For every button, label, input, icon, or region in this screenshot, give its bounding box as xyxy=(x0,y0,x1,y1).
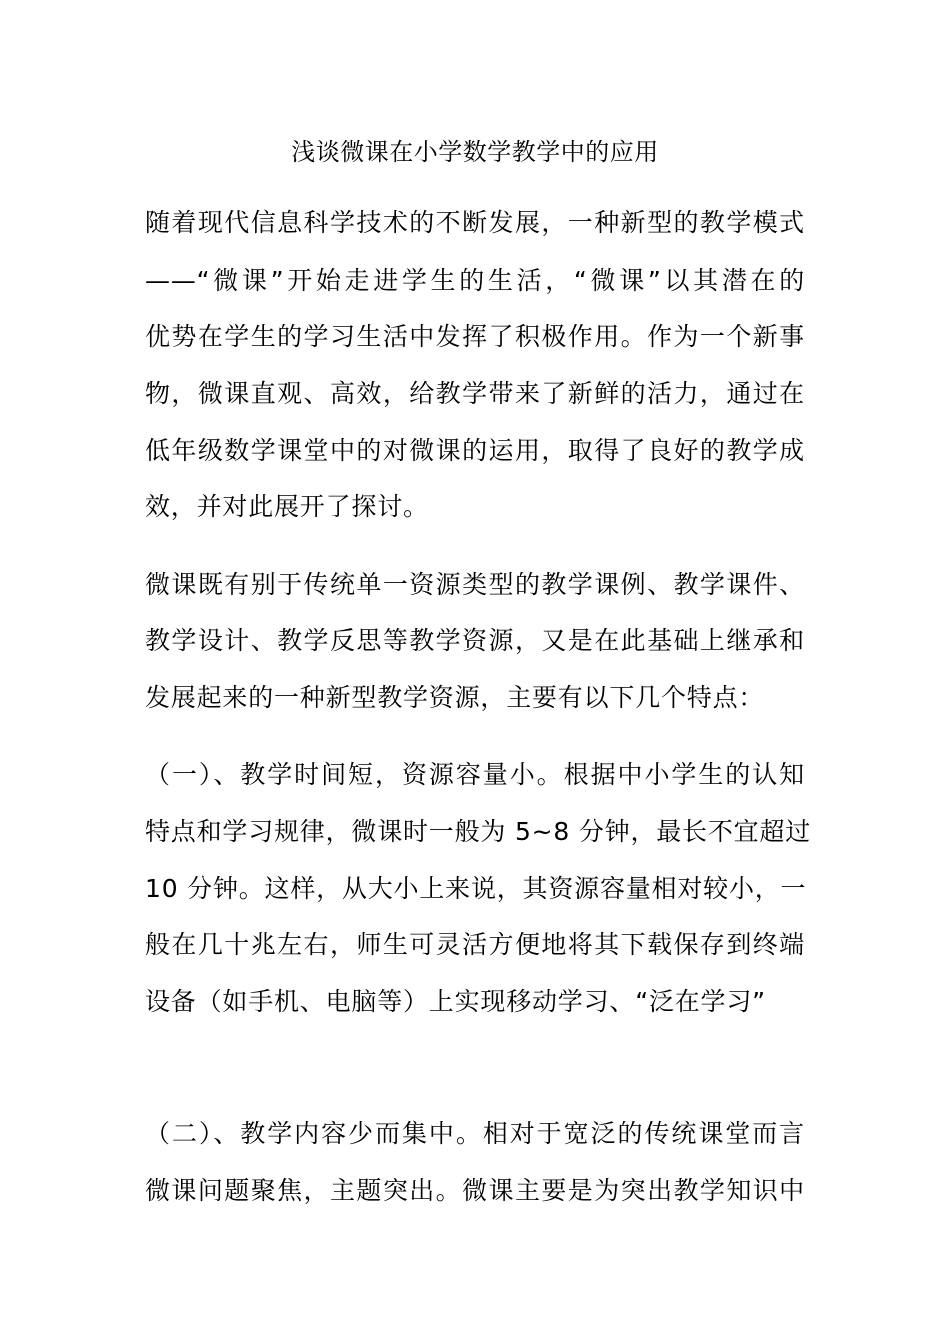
paragraph-line: 随着现代信息科学技术的不断发展，一种新型的教学模式 xyxy=(145,208,805,237)
paragraph-line: 教学设计、教学反思等教学资源，又是在此基础上继承和 xyxy=(145,626,805,655)
document-title: 浅谈微课在小学数学教学中的应用 xyxy=(291,138,659,166)
paragraph-line: 发展起来的一种新型教学资源，主要有以下几个特点： xyxy=(145,683,765,712)
paragraph-line: 物，微课直观、高效，给教学带来了新鲜的活力，通过在 xyxy=(145,379,805,408)
paragraph-line: 般在几十兆左右，师生可灵活方便地将其下载保存到终端 xyxy=(145,930,805,959)
paragraph-line: 低年级数学课堂中的对微课的运用，取得了良好的教学成 xyxy=(145,436,805,465)
paragraph-line: （二）、教学内容少而集中。相对于宽泛的传统课堂而言 xyxy=(145,1119,805,1148)
paragraph-line: （一）、教学时间短，资源容量小。根据中小学生的认知 xyxy=(145,760,805,789)
paragraph-line: 微课问题聚焦，主题突出。微课主要是为突出教学知识中 xyxy=(145,1176,805,1205)
paragraph-line: ——“微课”开始走进学生的生活，“微课”以其潜在的 xyxy=(145,266,805,295)
paragraph-line: 特点和学习规律，微课时一般为 5~8 分钟，最长不宜超过 xyxy=(145,817,812,846)
paragraph-line: 效，并对此展开了探讨。 xyxy=(145,492,429,521)
paragraph-line: 10 分钟。这样，从大小上来说，其资源容量相对较小，一 xyxy=(145,874,807,903)
paragraph-line: 优势在学生的学习生活中发挥了积极作用。作为一个新事 xyxy=(145,322,805,351)
paragraph-line: 微课既有别于传统单一资源类型的教学课例、教学课件、 xyxy=(145,570,805,599)
paragraph-line: 设备（如手机、电脑等）上实现移动学习、“泛在学习” xyxy=(145,987,766,1016)
